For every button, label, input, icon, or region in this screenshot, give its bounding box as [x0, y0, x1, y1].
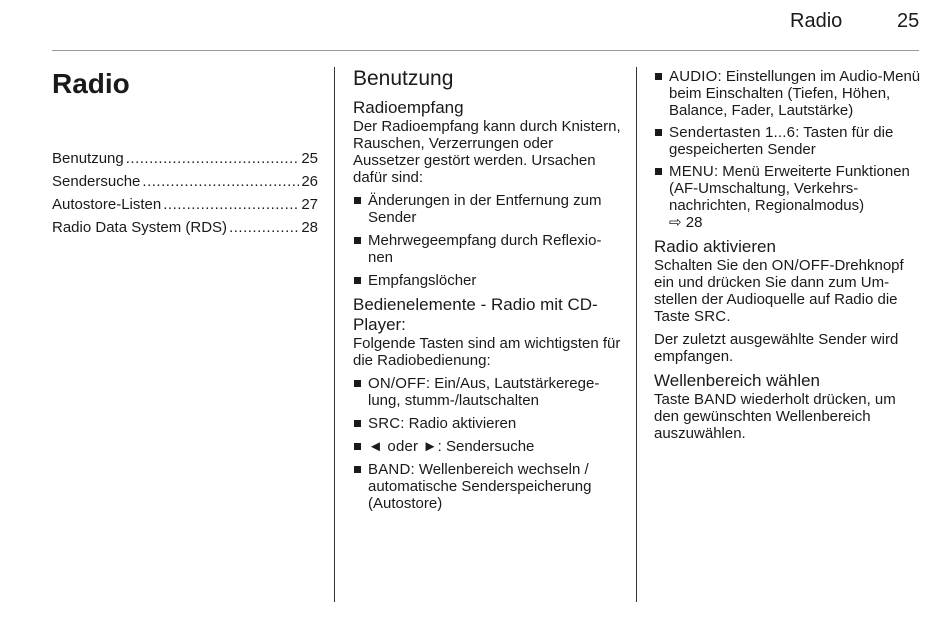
- bullet-item: [353, 415, 621, 432]
- text-run: Schalten Sie den: [654, 257, 772, 274]
- button-key-label: SRC: [368, 415, 401, 432]
- toc-entry-page: 26: [301, 173, 318, 190]
- bullet-text: : Tasten für die gespeicherten Sender: [669, 124, 894, 158]
- toc-entry-page: 27: [301, 196, 318, 213]
- bullet-list: [353, 192, 621, 289]
- content-column-3: [654, 66, 922, 448]
- subheading-bedienelemente: Bedienelemente - Radio mit CD-Player:: [353, 295, 598, 334]
- toc-entry-page: 25: [301, 150, 318, 167]
- subheading-radioempfang: Radioempfang: [353, 98, 464, 117]
- button-key-label: SRC: [694, 308, 727, 325]
- toc-entry-label: Radio Data System (RDS): [52, 219, 228, 236]
- header-rule: [52, 50, 919, 51]
- toc-column: [52, 66, 318, 255]
- bullet-text: : Wellenbereich wechseln / automatische Senderspeicherung (Autostore): [368, 461, 592, 512]
- toc-leader: [163, 193, 299, 216]
- bullet-item: Empfangslöcher: [353, 272, 621, 289]
- bullet-item: Mehrwegeempfang durch Reflexionen: [353, 232, 621, 266]
- toc-entry-label: Sendersuche: [52, 173, 141, 190]
- section-heading: Benutzung: [353, 67, 454, 90]
- page-reference-link[interactable]: ⇨ 28: [669, 214, 703, 231]
- toc-leader: [142, 170, 299, 193]
- bullet-list: [654, 68, 922, 231]
- text-run: Taste: [654, 391, 695, 408]
- text-run: -Drehknopf ein und drücken Sie dann zum Umstellen der Audioquelle auf Radio die Taste: [654, 257, 904, 325]
- bullet-text: : Ein/Aus, Lautstärkeregelung, stumm-/lautschalten: [368, 375, 600, 409]
- paragraph: [654, 391, 922, 442]
- bullet-text: : Einstellungen im Audio-Menü beim Einschalten (Tiefen, Höhen, Balance, Fader, Lautstärke): [669, 68, 921, 119]
- column-divider-1: [334, 67, 335, 602]
- toc-entry[interactable]: [52, 193, 318, 216]
- paragraph: Der zuletzt ausgewählte Sender wird empfangen.: [654, 331, 899, 365]
- toc-entry[interactable]: [52, 170, 318, 193]
- toc-entry-page: 28: [301, 219, 318, 236]
- header-page-number: 25: [897, 10, 920, 32]
- button-key-label: ON/OFF: [368, 375, 426, 392]
- button-key-label: BAND: [694, 391, 737, 408]
- page-header: [0, 10, 950, 40]
- toc-entry-label: Benutzung: [52, 150, 124, 167]
- paragraph: [654, 257, 922, 325]
- paragraph: Folgende Tasten sind am wichtigsten für die Radiobedienung:: [353, 335, 621, 369]
- bullet-item: [654, 124, 922, 158]
- toc-entry[interactable]: [52, 147, 318, 170]
- button-key-label: AUDIO: [669, 68, 718, 85]
- content-column-2: [353, 66, 621, 518]
- bullet-list: [353, 375, 621, 512]
- paragraph: Der Radioempfang kann durch Knistern, Rauschen, Verzerrungen oder Aussetzer gestört werden. Ursachen dafür sind:: [353, 118, 621, 186]
- toc-entry-label: Autostore-Listen: [52, 196, 162, 213]
- bullet-item: [353, 375, 621, 409]
- bullet-text: : Sendersuche: [437, 438, 535, 455]
- bullet-item: Änderungen in der Entfernung zum Sender: [353, 192, 621, 226]
- bullet-item: [654, 68, 922, 119]
- button-key-label: BAND: [368, 461, 411, 478]
- toc-leader: [126, 147, 300, 170]
- button-key-label: MENU: [669, 163, 714, 180]
- subheading-wellenbereich: Wellenbereich wählen: [654, 371, 821, 390]
- toc-entry[interactable]: [52, 216, 318, 239]
- bullet-text: : Menü Erweiterte Funktionen (AF-Umschaltung, Verkehrsnachrichten, Regionalmodus): [669, 163, 910, 214]
- text-run: .: [726, 308, 731, 325]
- arrow-keys-label: ◄ oder ►: [368, 438, 438, 455]
- header-section-title: Radio: [790, 10, 843, 32]
- chapter-title: Radio: [52, 68, 130, 99]
- bullet-text: : Radio aktivieren: [400, 415, 517, 432]
- text-run: wiederholt drücken, um den gewünschten Wellenbereich auszuwählen.: [654, 391, 896, 442]
- button-key-label: Sendertasten 1...6: [669, 124, 796, 141]
- subheading-radio-aktivieren: Radio aktivieren: [654, 237, 776, 256]
- column-divider-2: [636, 67, 637, 602]
- toc-list: [52, 147, 318, 239]
- toc-leader: [229, 216, 299, 239]
- bullet-item: [353, 438, 621, 455]
- button-key-label: ON/OFF: [771, 257, 830, 274]
- bullet-item: [353, 461, 621, 512]
- bullet-item: [654, 163, 922, 231]
